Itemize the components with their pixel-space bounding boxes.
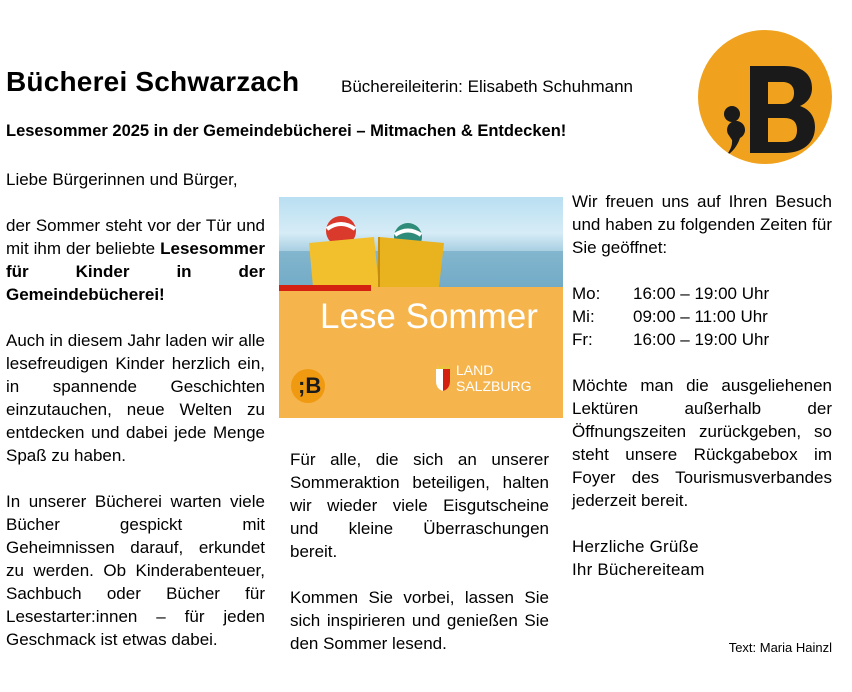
greeting: Liebe Bürgerinnen und Bürger, bbox=[6, 170, 238, 189]
column-2 bbox=[290, 448, 549, 655]
poster-logo bbox=[291, 369, 325, 403]
hours-time: 16:00 – 19:00 Uhr bbox=[633, 330, 770, 349]
hours-day: Mo: bbox=[572, 284, 601, 303]
library-logo-icon bbox=[698, 30, 832, 164]
closing-greeting: Herzliche Grüße bbox=[572, 537, 699, 556]
column-1 bbox=[6, 168, 265, 651]
lesesommer-highlight: Lesesommer für Kinder in der Gemeindebücherei! bbox=[6, 239, 265, 304]
hours-time: 16:00 – 19:00 Uhr bbox=[633, 284, 770, 303]
poster-sky bbox=[279, 197, 563, 287]
poster-logo-glyph: ;B bbox=[298, 373, 322, 398]
land-salzburg-label bbox=[456, 362, 531, 394]
reading-children-illustration bbox=[279, 197, 563, 287]
hours-row bbox=[572, 282, 832, 305]
lesesommer-poster bbox=[279, 197, 563, 418]
intro-text: der Sommer steht vor der Tür und mit ihm der beliebte bbox=[6, 216, 265, 258]
invitation-paragraph: Auch in diesem Jahr laden wir alle lesefreudigen Kinder herzlich ein, in spannende Geschichten einzutauchen, neue Welten zu entdecken und dabei jede Menge Spaß zu haben. bbox=[6, 331, 265, 465]
poster-red-stripe bbox=[279, 285, 371, 291]
summer-campaign-paragraph: Für alle, die sich an unserer Sommeraktion beteiligen, halten wir wieder viele Eisgutscheine und kleine Überraschungen bereit. bbox=[290, 450, 549, 561]
hours-day: Mi: bbox=[572, 307, 595, 326]
closing bbox=[572, 535, 832, 581]
library-logo bbox=[698, 30, 832, 164]
page-title: Bücherei Schwarzach bbox=[6, 66, 300, 97]
column-3 bbox=[572, 190, 832, 581]
hours-time: 09:00 – 11:00 Uhr bbox=[633, 307, 768, 326]
opening-intro: Wir freuen uns auf Ihren Besuch und haben zu folgenden Zeiten für Sie geöffnet: bbox=[572, 192, 832, 257]
salzburg-label: SALZBURG bbox=[456, 378, 532, 394]
hours-day: Fr: bbox=[572, 330, 593, 349]
opening-hours bbox=[572, 282, 832, 351]
salzburg-crest-icon bbox=[434, 363, 452, 391]
hours-row bbox=[572, 328, 832, 351]
poster-title: Lese Sommer bbox=[320, 297, 538, 336]
headline: Lesesommer 2025 in der Gemeindebücherei – Mitmachen & Entdecken! bbox=[6, 122, 567, 140]
land-label: LAND bbox=[456, 362, 494, 378]
intro-paragraph bbox=[6, 214, 265, 306]
books-paragraph: In unserer Bücherei warten viele Bücher gespickt mit Geheimnissen darauf, erkundet zu werden. Ob Kinderabenteuer, Sachbuch oder Bücher für Lesestarter:innen – für jeden Geschmack ist etwas dabei. bbox=[6, 492, 265, 649]
closing-signature: Ihr Büchereiteam bbox=[572, 560, 705, 579]
return-info: Möchte man die ausgeliehenen Lektüren außerhalb der Öffnungszeiten zurückgeben, so steht unsere Rückgabebox im Foyer des Tourismusverbandes jederzeit bereit. bbox=[572, 376, 832, 510]
hours-row bbox=[572, 305, 832, 328]
visit-paragraph: Kommen Sie vorbei, lassen Sie sich inspirieren und genießen Sie den Sommer lesend. bbox=[290, 588, 549, 653]
librarian-subtitle: Büchereileiterin: Elisabeth Schuhmann bbox=[341, 77, 634, 96]
text-credit: Text: Maria Hainzl bbox=[728, 640, 832, 655]
